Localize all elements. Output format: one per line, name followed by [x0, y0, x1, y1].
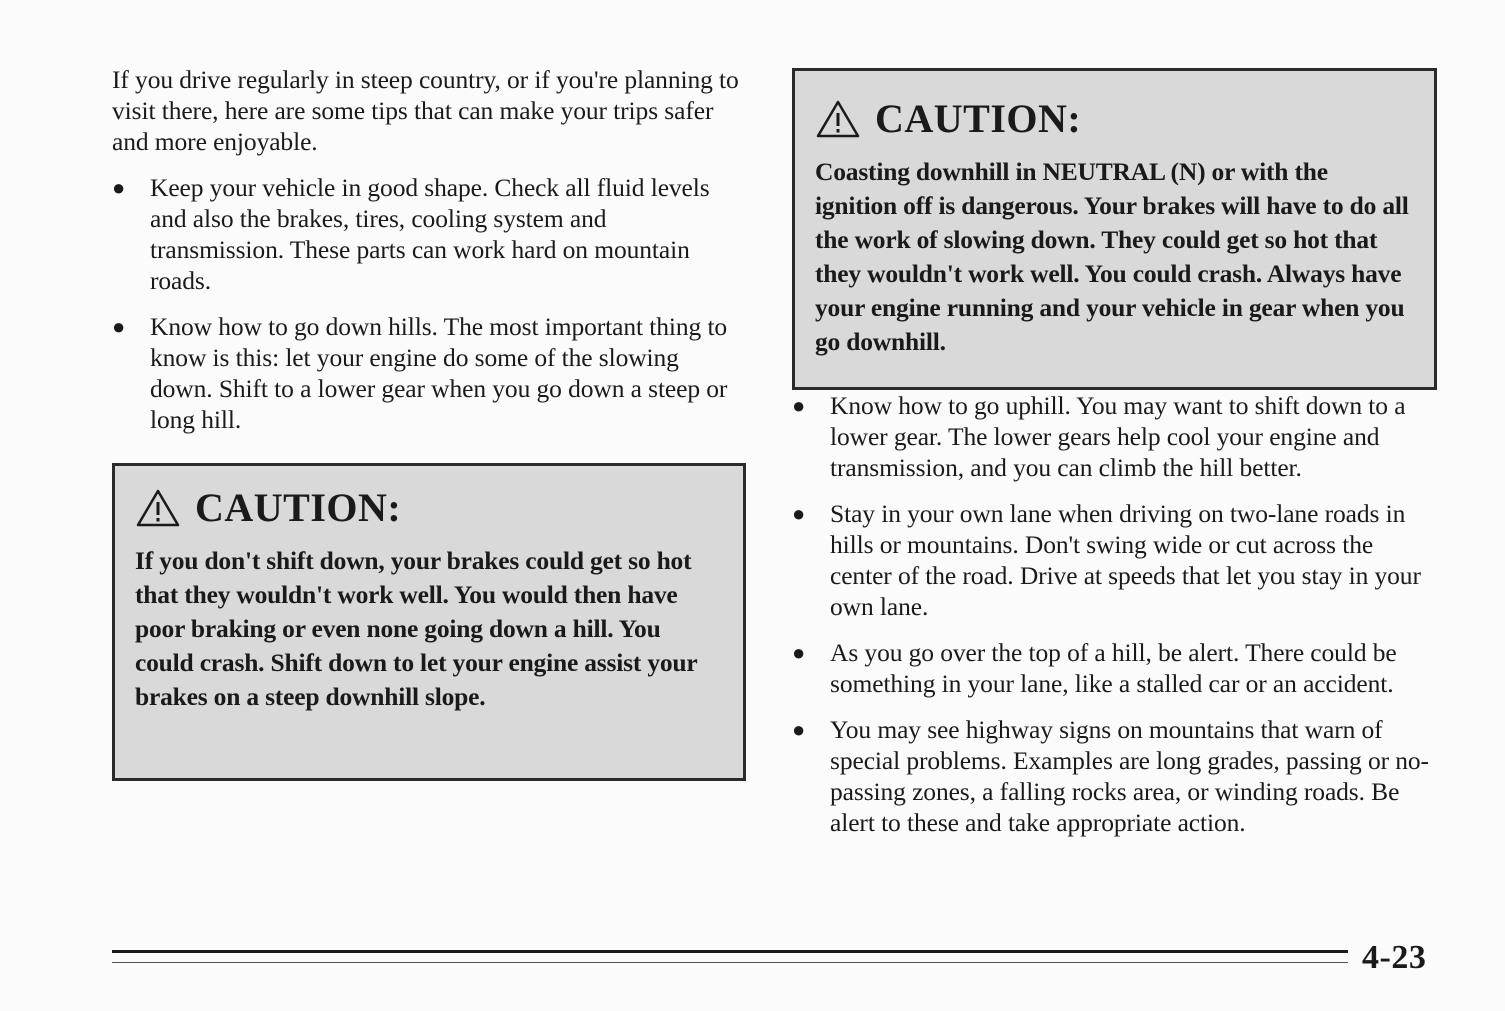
- list-item-text: You may see highway signs on mountains that warn of special problems. Examples are long grades, passing or no-passing zones, a falling rocks area, or winding roads. Be alert to these and take appropriate action.: [830, 715, 1429, 837]
- right-column: [792, 68, 1440, 838]
- left-bullet-list: [112, 172, 740, 435]
- list-item-text: As you go over the top of a hill, be alert. There could be something in your lane, like a stalled car or an accident.: [830, 638, 1397, 698]
- caution-text: Coasting downhill in NEUTRAL (N) or with the ignition off is dangerous. Your brakes will have to do all the work of slowing down. They could get so hot that they wouldn't work well. You could crash. Always have your engine running and your vehicle in gear when you go downhill.: [815, 157, 1409, 356]
- caution-text: If you don't shift down, your brakes could get so hot that they wouldn't work well. You would then have poor braking or even none going down a hill. You could crash. Shift down to let your engine assist your brakes on a steep downhill slope.: [135, 546, 698, 711]
- left-column: [112, 64, 740, 435]
- caution-header: [815, 97, 1414, 141]
- caution-header: [135, 486, 723, 530]
- list-item: [792, 714, 1440, 838]
- bullet-icon: ●: [792, 640, 806, 665]
- list-item-text: Stay in your own lane when driving on two-lane roads in hills or mountains. Don't swing wide or cut across the center of the road. Drive at speeds that let you stay in your own lane.: [830, 499, 1421, 621]
- list-item: [112, 172, 740, 296]
- bullet-icon: ●: [792, 501, 806, 526]
- bullet-icon: ●: [792, 717, 806, 742]
- warning-triangle-icon: [135, 488, 181, 528]
- list-item: [792, 498, 1440, 622]
- caution-title: CAUTION:: [195, 485, 402, 530]
- caution-title: CAUTION:: [875, 96, 1082, 141]
- list-item: [792, 390, 1440, 483]
- list-item: [112, 311, 740, 435]
- footer-rule: [112, 950, 1348, 953]
- caution-box-coasting: [792, 68, 1437, 390]
- right-bullet-list: [792, 390, 1440, 838]
- list-item-text: Know how to go down hills. The most important thing to know is this: let your engine do some of the slowing down. Shift to a lower gear when you go down a steep or long hill.: [150, 312, 728, 434]
- bullet-icon: ●: [112, 175, 126, 200]
- bullet-icon: ●: [792, 393, 806, 418]
- page-number: 4-23: [1362, 939, 1427, 976]
- bullet-icon: ●: [112, 314, 126, 339]
- footer-rule-thin: [112, 962, 1348, 963]
- intro-paragraph: If you drive regularly in steep country, or if you're planning to visit there, here are some tips that can make your trips safer and more enjoyable.: [112, 65, 739, 156]
- list-item-text: Keep your vehicle in good shape. Check all fluid levels and also the brakes, tires, cooling system and transmission. These parts can work hard on mountain roads.: [150, 173, 710, 295]
- caution-box-shift-down: [112, 463, 746, 781]
- list-item-text: Know how to go uphill. You may want to shift down to a lower gear. The lower gears help cool your engine and transmission, and you can climb the hill better.: [830, 391, 1406, 482]
- list-item: [792, 637, 1440, 699]
- warning-triangle-icon: [815, 99, 861, 139]
